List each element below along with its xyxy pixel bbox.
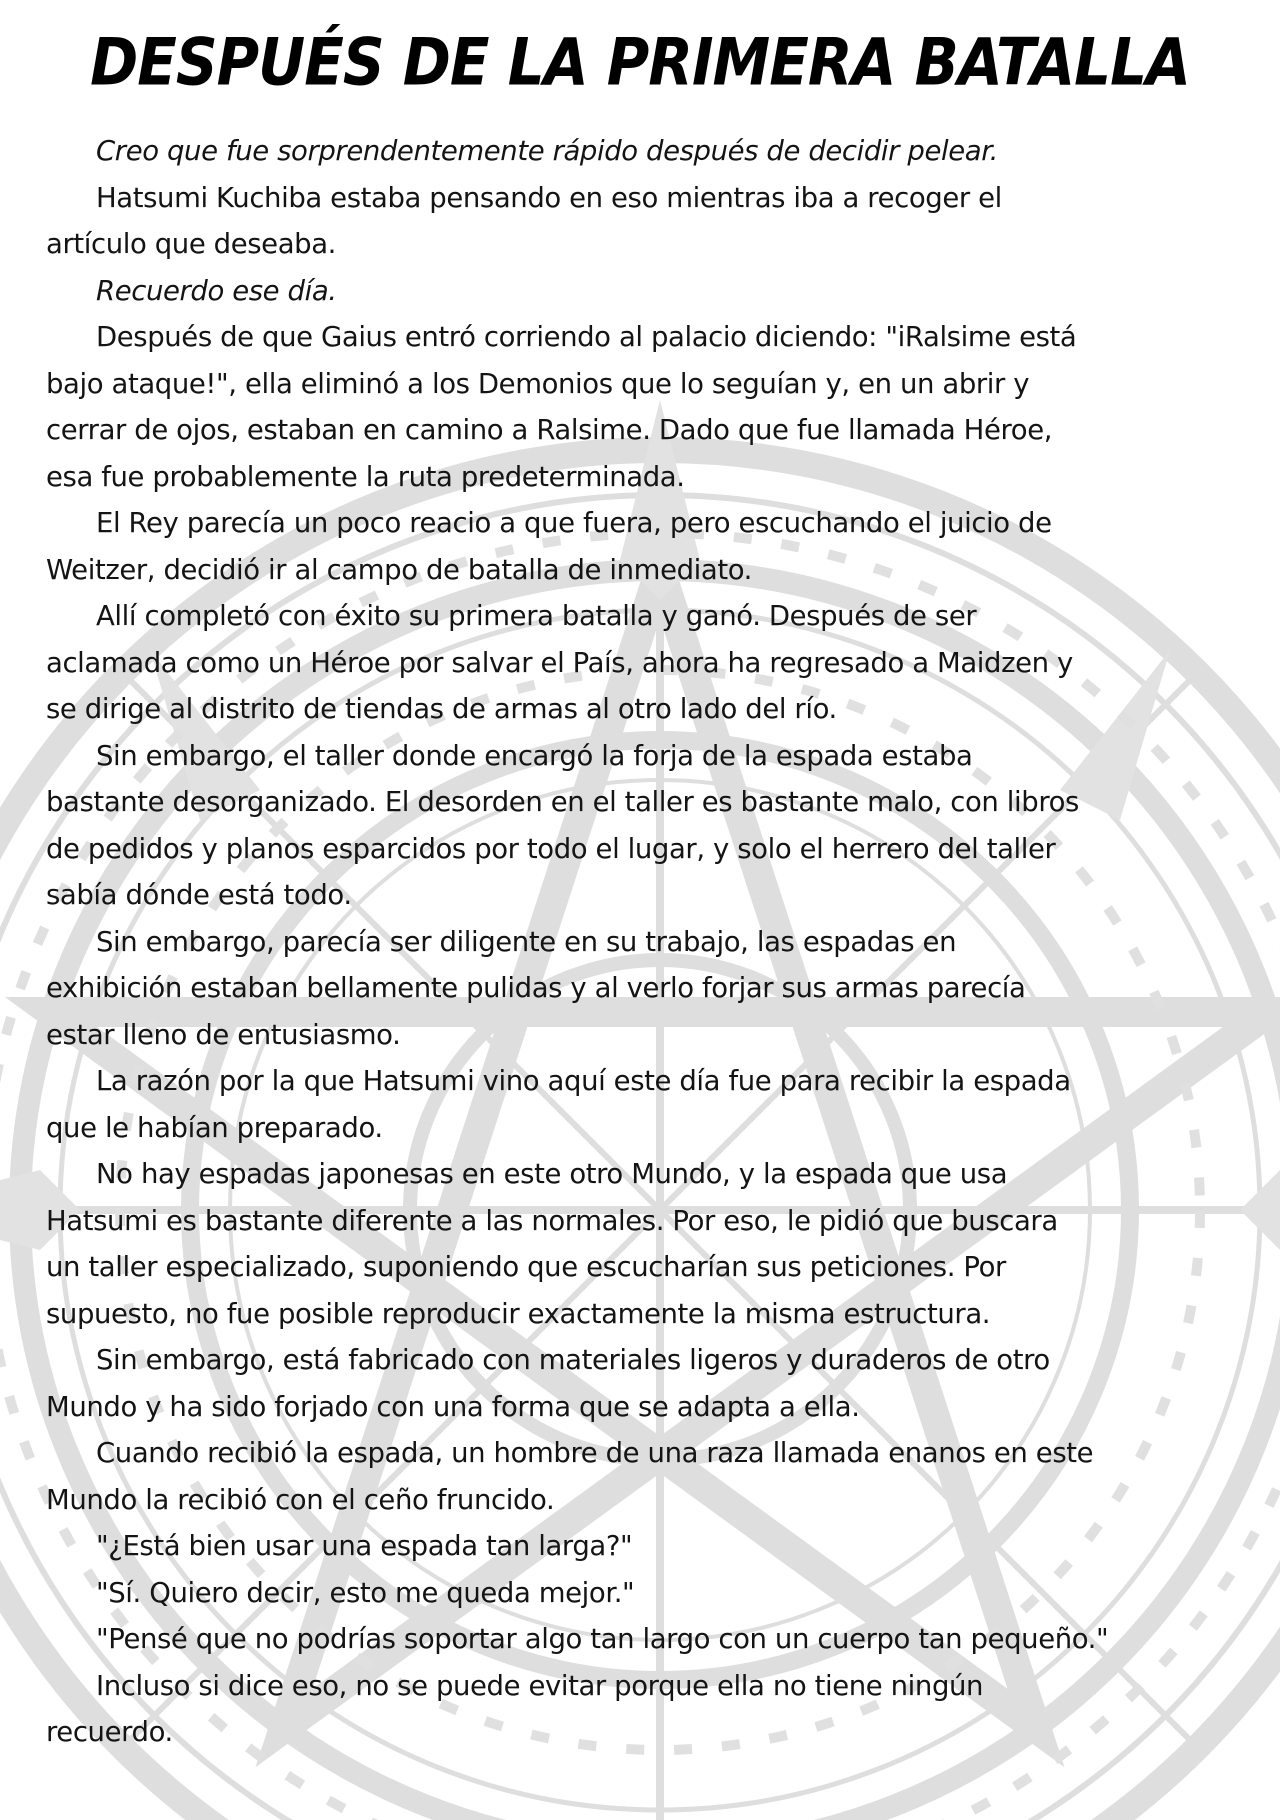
paragraph: Incluso si dice eso, no se puede evitar porque ella no tiene ningún recuerdo.	[46, 1669, 984, 1748]
paragraph: Recuerdo ese día.	[96, 274, 337, 307]
dialogue-line: "Pensé que no podrías soportar algo tan largo con un cuerpo tan pequeño."	[96, 1623, 1109, 1655]
paragraph: El Rey parecía un poco reacio a que fuera, pero escuchando el juicio de Weitzer, decidió ir al campo de batalla de inmediato.	[46, 507, 1052, 586]
paragraph: Después de que Gaius entró corriendo al palacio diciendo: "iRalsime está bajo ataque!", ella eliminó a los Demonios que lo seguían y, en un abrir y cerrar de ojos, estaban en camino a Ralsime. Dado que fue llamada Héroe, esa fue probablemente la ruta predeterminada.	[46, 321, 1077, 493]
paragraph: Cuando recibió la espada, un hombre de una raza llamada enanos en este Mundo la recibió con el ceño fruncido.	[46, 1437, 1094, 1516]
page-title: DESPUÉS DE LA PRIMERA BATALLA	[90, 23, 1190, 101]
paragraph: Sin embargo, está fabricado con materiales ligeros y duraderos de otro Mundo y ha sido forjado con una forma que se adapta a ella.	[46, 1344, 1050, 1423]
paragraph: Allí completó con éxito su primera batalla y ganó. Después de ser aclamada como un Héroe por salvar el País, ahora ha regresado a Maidzen y se dirige al distrito de tiendas de armas al otro lado del río.	[46, 600, 1073, 725]
paragraph: Creo que fue sorprendentemente rápido después de decidir pelear.	[96, 135, 998, 167]
paragraph: La razón por la que Hatsumi vino aquí este día fue para recibir la espada que le habían preparado.	[46, 1065, 1071, 1144]
paragraph: Hatsumi Kuchiba estaba pensando en eso mientras iba a recoger el artículo que deseaba.	[46, 181, 1002, 260]
dialogue-line: "Sí. Quiero decir, esto me queda mejor."	[96, 1576, 635, 1609]
dialogue-line: "¿Está bien usar una espada tan larga?"	[96, 1530, 633, 1562]
document-body	[46, 128, 1246, 1756]
paragraph: No hay espadas japonesas en este otro Mundo, y la espada que usa Hatsumi es bastante diferente a las normales. Por eso, le pidió que buscara un taller especializado, suponiendo que escucharían sus peticiones. Por supuesto, no fue posible reproducir exactamente la misma estructura.	[46, 1158, 1058, 1330]
paragraph: Sin embargo, el taller donde encargó la forja de la espada estaba bastante desorganizado. El desorden en el taller es bastante malo, con libros de pedidos y planos esparcidos por todo el lugar, y solo el herrero del taller sabía dónde está todo.	[46, 739, 1079, 911]
paragraph: Sin embargo, parecía ser diligente en su trabajo, las espadas en exhibición estaban bellamente pulidas y al verlo forjar sus armas parecía estar lleno de entusiasmo.	[46, 925, 1026, 1051]
